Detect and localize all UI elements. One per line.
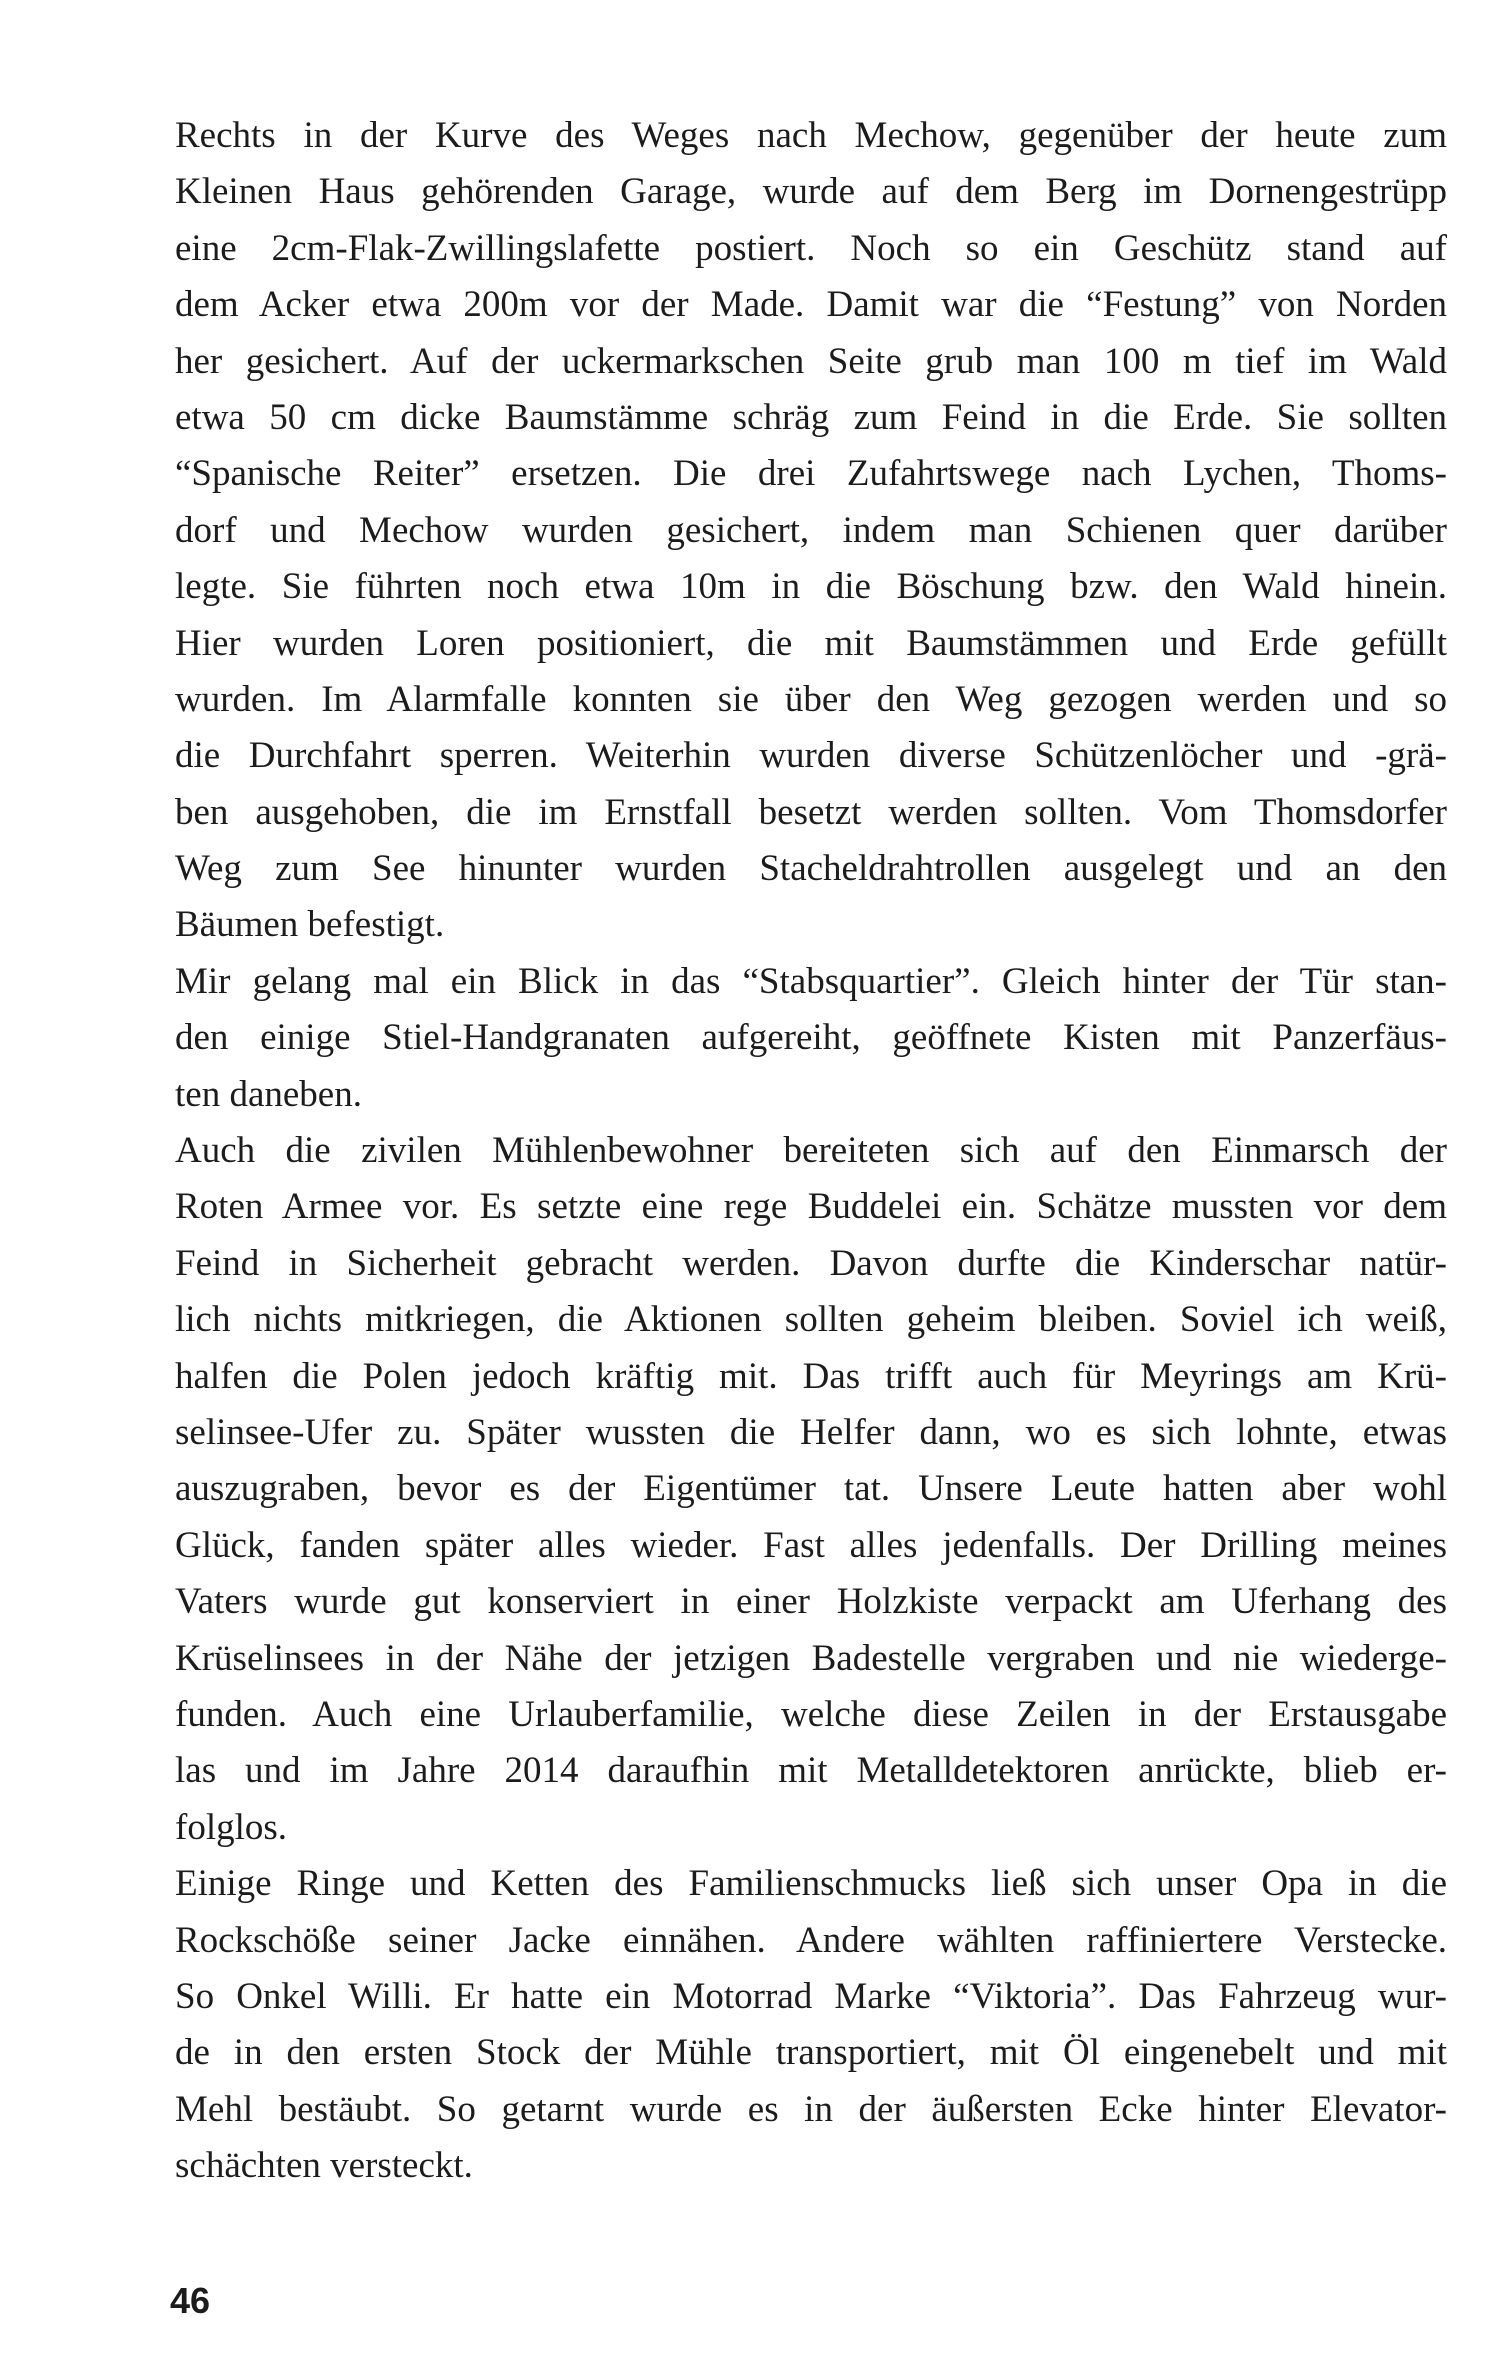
text-line: Mehl bestäubt. So getarnt wurde es in der äußersten Ecke hinter Elevator- xyxy=(175,2088,1447,2130)
text-line: Glück, fanden später alles wieder. Fast alles jedenfalls. Der Drilling meines xyxy=(175,1524,1447,1566)
text-line: Feind in Sicherheit gebracht werden. Davon durfte die Kinderschar natür- xyxy=(175,1242,1447,1284)
paragraph-end-line: schächten versteckt. xyxy=(175,2145,473,2187)
text-line: Hier wurden Loren positioniert, die mit Baumstämmen und Erde gefüllt xyxy=(175,622,1447,664)
text-line: Weg zum See hinunter wurden Stacheldrahtrollen ausgelegt und an den xyxy=(175,848,1447,890)
text-line: legte. Sie führten noch etwa 10m in die Böschung bzw. den Wald hinein. xyxy=(175,566,1447,608)
text-line: Roten Armee vor. Es setzte eine rege Buddelei ein. Schätze mussten vor dem xyxy=(175,1186,1447,1228)
text-line: wurden. Im Alarmfalle konnten sie über den Weg gezogen werden und so xyxy=(175,678,1447,720)
text-line: Einige Ringe und Ketten des Familienschmucks ließ sich unser Opa in die xyxy=(175,1863,1447,1905)
text-line: dem Acker etwa 200m vor der Made. Damit war die “Festung” von Norden xyxy=(175,284,1447,326)
text-line: Auch die zivilen Mühlenbewohner bereiteten sich auf den Einmarsch der xyxy=(175,1130,1447,1172)
text-line: “Spanische Reiter” ersetzen. Die drei Zufahrtswege nach Lychen, Thoms- xyxy=(175,453,1447,495)
text-line: Krüselinsees in der Nähe der jetzigen Badestelle vergraben und nie wiederge- xyxy=(175,1637,1447,1679)
text-line: Vaters wurde gut konserviert in einer Holzkiste verpackt am Uferhang des xyxy=(175,1581,1447,1623)
text-line: her gesichert. Auf der uckermarkschen Seite grub man 100 m tief im Wald xyxy=(175,340,1447,382)
text-line: So Onkel Willi. Er hatte ein Motorrad Marke “Viktoria”. Das Fahrzeug wur- xyxy=(175,1975,1447,2017)
body-text xyxy=(175,108,1447,2194)
text-line: den einige Stiel-Handgranaten aufgereiht, geöffnete Kisten mit Panzerfäus- xyxy=(175,1017,1447,1059)
text-line: halfen die Polen jedoch kräftig mit. Das trifft auch für Meyrings am Krü- xyxy=(175,1355,1447,1397)
text-line: Rockschöße seiner Jacke einnähen. Andere wählten raffiniertere Verstecke. xyxy=(175,1919,1447,1961)
text-line: funden. Auch eine Urlauberfamilie, welche diese Zeilen in der Erstausgabe xyxy=(175,1693,1447,1735)
text-line: die Durchfahrt sperren. Weiterhin wurden diverse Schützenlöcher und -grä- xyxy=(175,735,1447,777)
text-line: de in den ersten Stock der Mühle transportiert, mit Öl eingenebelt und mit xyxy=(175,2032,1447,2074)
page-number: 46 xyxy=(170,2280,211,2321)
paragraph-end-line: Bäumen befestigt. xyxy=(175,904,445,946)
paragraph-end-line: ten daneben. xyxy=(175,1073,362,1115)
text-line: dorf und Mechow wurden gesichert, indem man Schienen quer darüber xyxy=(175,509,1447,551)
paragraph-end-line: folglos. xyxy=(175,1806,288,1848)
text-line: lich nichts mitkriegen, die Aktionen sollten geheim bleiben. Soviel ich weiß, xyxy=(175,1299,1447,1341)
text-line: ben ausgehoben, die im Ernstfall besetzt werden sollten. Vom Thomsdorfer xyxy=(175,791,1447,833)
text-line: Kleinen Haus gehörenden Garage, wurde auf dem Berg im Dornengestrüpp xyxy=(175,171,1447,213)
text-line: auszugraben, bevor es der Eigentümer tat. Unsere Leute hatten aber wohl xyxy=(175,1468,1447,1510)
text-line: eine 2cm-Flak-Zwillingslafette postiert. Noch so ein Geschütz stand auf xyxy=(175,227,1447,269)
text-line: Rechts in der Kurve des Weges nach Mechow, gegenüber der heute zum xyxy=(175,115,1447,156)
text-line: Mir gelang mal ein Blick in das “Stabsquartier”. Gleich hinter der Tür stan- xyxy=(175,960,1447,1002)
text-line: selinsee-Ufer zu. Später wussten die Helfer dann, wo es sich lohnte, etwas xyxy=(175,1411,1447,1453)
text-line: las und im Jahre 2014 daraufhin mit Metalldetektoren anrückte, blieb er- xyxy=(175,1750,1447,1792)
text-line: etwa 50 cm dicke Baumstämme schräg zum Feind in die Erde. Sie sollten xyxy=(175,396,1447,438)
